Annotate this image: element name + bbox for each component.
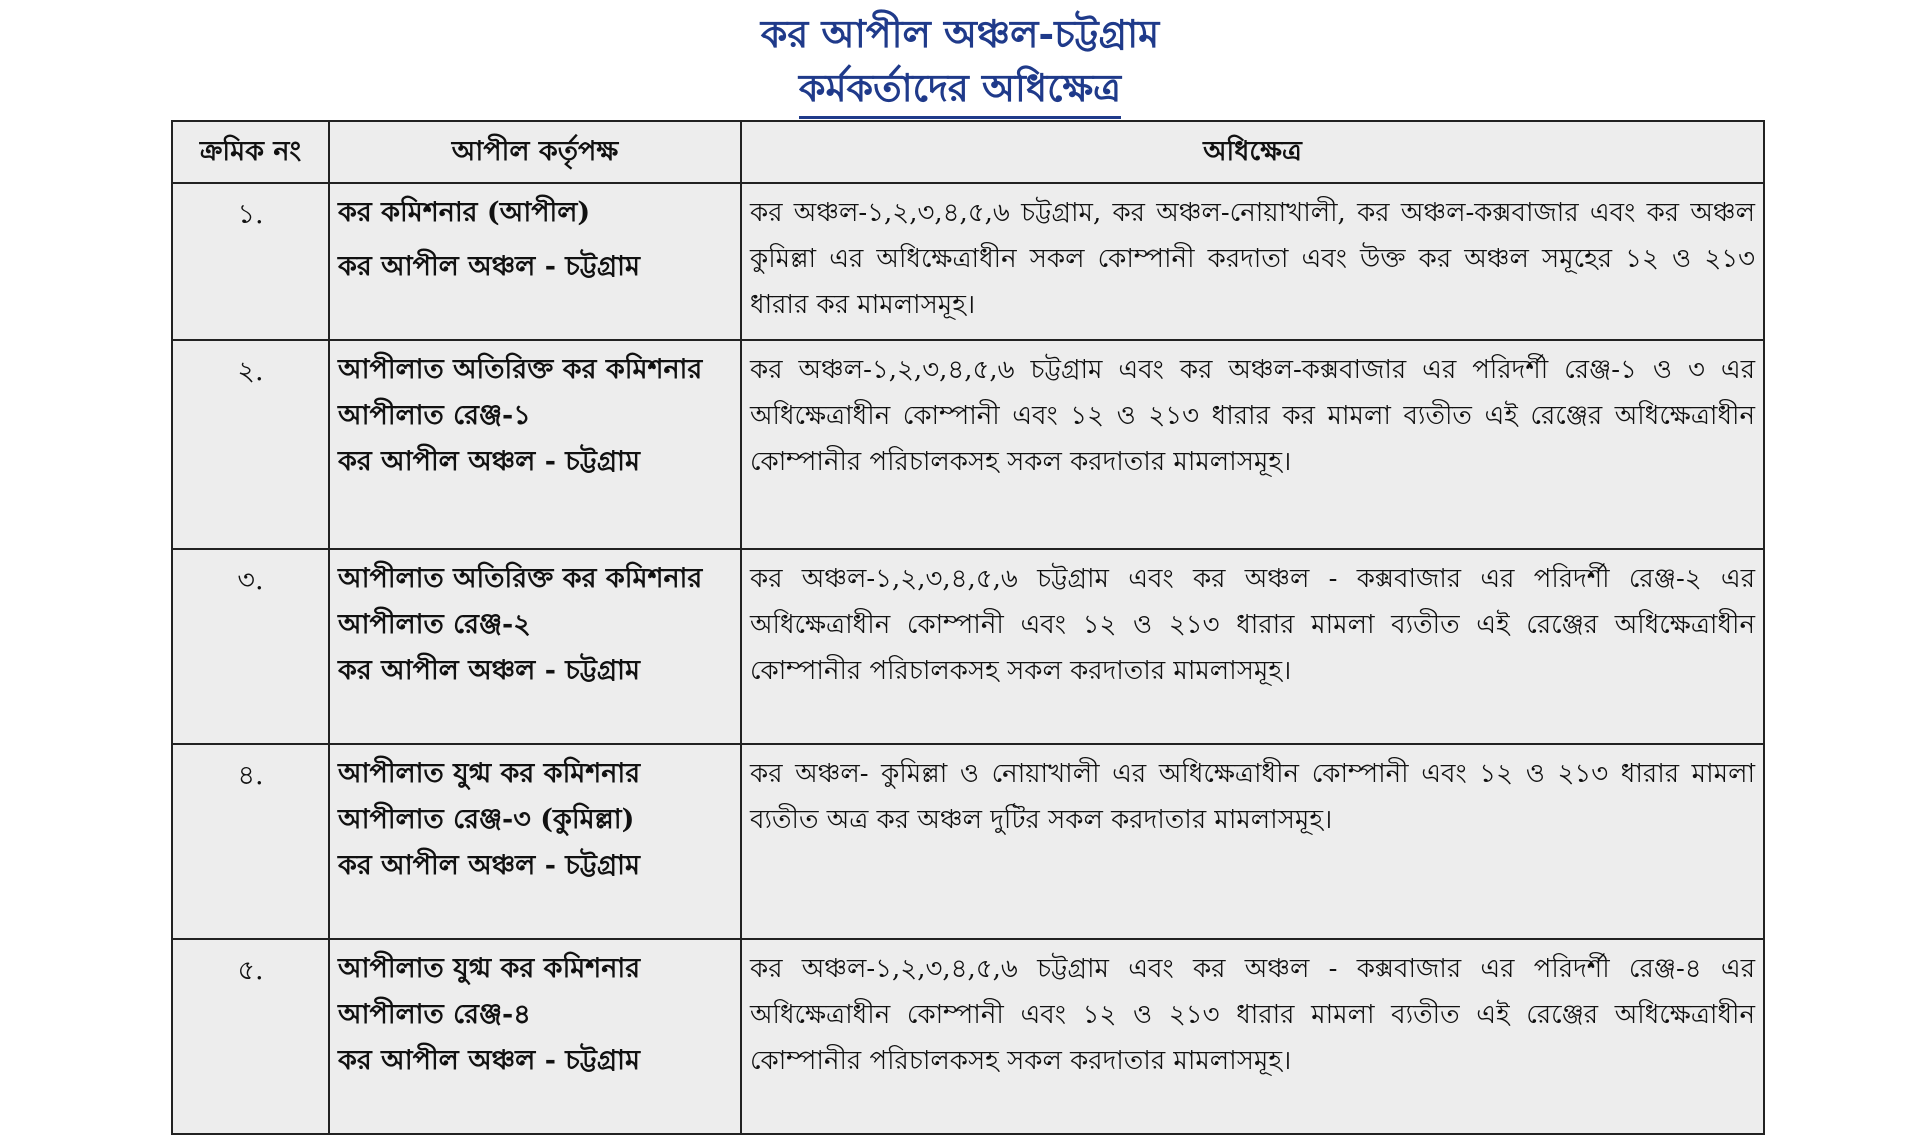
row-jurisdiction: কর অঞ্চল-১,২,৩,৪,৫,৬ চট্টগ্রাম এবং কর অঞ্চল - কক্সবাজার এর পরিদর্শী রেঞ্জ-৪ এর অধিক্ষেত্রাধীন কোম্পানী এবং ১২ ও ২১৩ ধারার মামলা ব্যতীত এই রেঞ্জের অধিক্ষেত্রাধীন কোম্পানীর পরিচালকসহ সকল করদাতার মামলাসমূহ। bbox=[741, 939, 1764, 1134]
row-jurisdiction: কর অঞ্চল-১,২,৩,৪,৫,৬ চট্টগ্রাম এবং কর অঞ্চল-কক্সবাজার এর পরিদর্শী রেঞ্জ-১ ও ৩ এর অধিক্ষেত্রাধীন কোম্পানী এবং ১২ ও ২১৩ ধারার কর মামলা ব্যতীত এই রেঞ্জের অধিক্ষেত্রাধীন কোম্পানীর পরিচালকসহ সকল করদাতার মামলাসমূহ। bbox=[741, 340, 1764, 549]
authority-line: আপীলাত যুগ্ম কর কমিশনার bbox=[338, 758, 641, 789]
row-authority bbox=[329, 549, 741, 744]
authority-line: কর আপীল অঞ্চল - চট্টগ্রাম bbox=[338, 446, 640, 477]
authority-line: কর আপীল অঞ্চল - চট্টগ্রাম bbox=[338, 1045, 640, 1076]
row-authority bbox=[329, 939, 741, 1134]
document-title: কর আপীল অঞ্চল-চট্টগ্রাম bbox=[760, 11, 1160, 56]
column-header-serial: ক্রমিক নং bbox=[172, 121, 329, 183]
table-row bbox=[172, 744, 1764, 939]
authority-line: আপীলাত রেঞ্জ-৩ (কুমিল্লা) bbox=[338, 804, 635, 835]
document-header bbox=[0, 0, 1920, 122]
table-row bbox=[172, 340, 1764, 549]
row-serial: ১. bbox=[172, 183, 329, 340]
row-authority bbox=[329, 744, 741, 939]
jurisdiction-table bbox=[171, 120, 1765, 1135]
authority-line: আপীলাত রেঞ্জ-১ bbox=[338, 400, 531, 431]
table-row bbox=[172, 939, 1764, 1134]
authority-line: আপীলাত রেঞ্জ-২ bbox=[338, 609, 531, 640]
row-authority bbox=[329, 340, 741, 549]
row-jurisdiction: কর অঞ্চল- কুমিল্লা ও নোয়াখালী এর অধিক্ষেত্রাধীন কোম্পানী এবং ১২ ও ২১৩ ধারার মামলা ব্যতীত অত্র কর অঞ্চল দুটির সকল করদাতার মামলাসমূহ। bbox=[741, 744, 1764, 939]
authority-line: কর কমিশনার (আপীল) bbox=[338, 197, 591, 228]
column-header-authority: আপীল কর্তৃপক্ষ bbox=[329, 121, 741, 183]
authority-line: আপীলাত অতিরিক্ত কর কমিশনার bbox=[338, 563, 703, 594]
row-jurisdiction: কর অঞ্চল-১,২,৩,৪,৫,৬ চট্টগ্রাম এবং কর অঞ্চল - কক্সবাজার এর পরিদর্শী রেঞ্জ-২ এর অধিক্ষেত্রাধীন কোম্পানী এবং ১২ ও ২১৩ ধারার মামলা ব্যতীত এই রেঞ্জের অধিক্ষেত্রাধীন কোম্পানীর পরিচালকসহ সকল করদাতার মামলাসমূহ। bbox=[741, 549, 1764, 744]
row-authority bbox=[329, 183, 741, 340]
row-serial: ৪. bbox=[172, 744, 329, 939]
row-jurisdiction: কর অঞ্চল-১,২,৩,৪,৫,৬ চট্টগ্রাম, কর অঞ্চল-নোয়াখালী, কর অঞ্চল-কক্সবাজার এবং কর অঞ্চল কুমিল্লা এর অধিক্ষেত্রাধীন সকল কোম্পানী করদাতা এবং উক্ত কর অঞ্চল সমূহের ১২ ও ২১৩ ধারার কর মামলাসমূহ। bbox=[741, 183, 1764, 340]
authority-line: আপীলাত রেঞ্জ-৪ bbox=[338, 999, 531, 1030]
document-subtitle: কর্মকর্তাদের অধিক্ষেত্র bbox=[799, 62, 1121, 119]
authority-line: কর আপীল অঞ্চল - চট্টগ্রাম bbox=[338, 251, 640, 282]
authority-line: আপীলাত অতিরিক্ত কর কমিশনার bbox=[338, 354, 703, 385]
column-header-jurisdiction: অধিক্ষেত্র bbox=[741, 121, 1764, 183]
row-serial: ৫. bbox=[172, 939, 329, 1134]
row-serial: ২. bbox=[172, 340, 329, 549]
table-header-row bbox=[172, 121, 1764, 183]
table-row bbox=[172, 183, 1764, 340]
row-serial: ৩. bbox=[172, 549, 329, 744]
authority-line: কর আপীল অঞ্চল - চট্টগ্রাম bbox=[338, 850, 640, 881]
authority-line: আপীলাত যুগ্ম কর কমিশনার bbox=[338, 953, 641, 984]
authority-line: কর আপীল অঞ্চল - চট্টগ্রাম bbox=[338, 655, 640, 686]
table-row bbox=[172, 549, 1764, 744]
